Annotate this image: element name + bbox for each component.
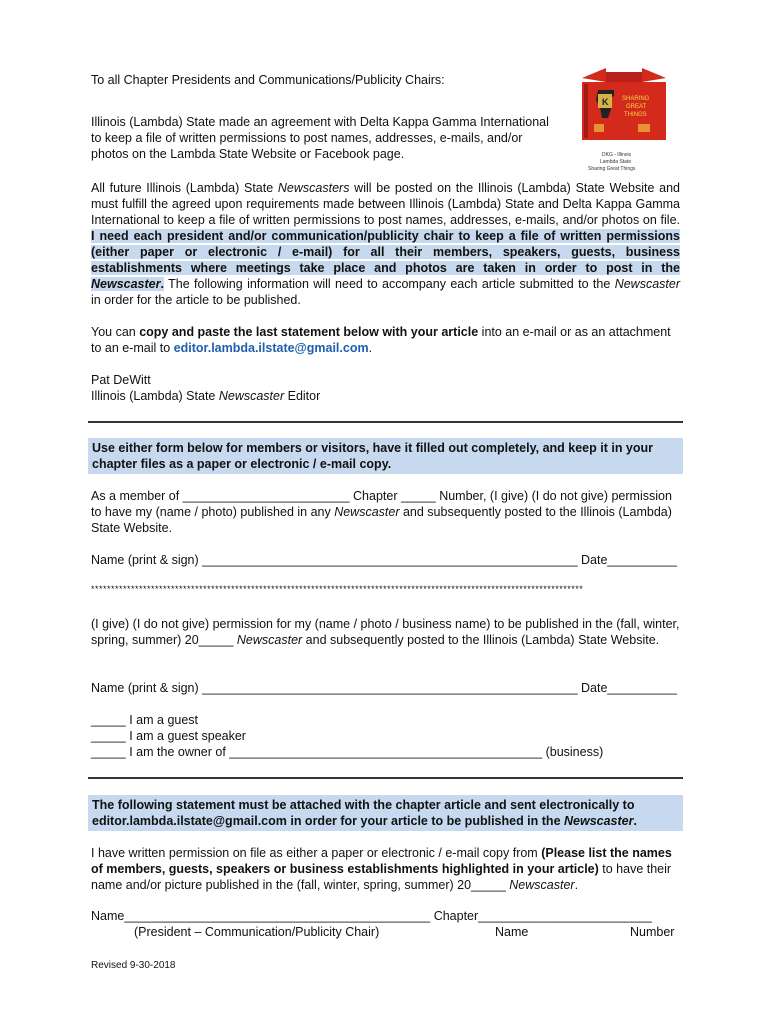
form-instructions-band: Use either form below for members or visitors, have it filled out completely, and keep it in your chapter files as a paper or electronic / e-mail copy.: [88, 438, 683, 474]
signature-name: Pat DeWitt: [91, 373, 151, 387]
future-paragraph: All future Illinois (Lambda) State Newscasters will be posted on the Illinois (Lambda) State Website and must fulfill the agreed upon requirements made between Illinois (Lambda) State and Delta Kappa Gamma International to keep a file of written permissions to post names, addresses, e-mails, and/or photos on file. I need each president and/or communication/publicity chair to keep a file of written permissions (either paper or electronic / e-mail) for all their members, speakers, guests, business establishments where meetings take place and photos are taken in order to post in the Newscaster. The following information will need to accompany each article submitted to the Newscaster in order for the article to be published.: [91, 181, 680, 307]
statement-instructions-band: The following statement must be attached with the chapter article and sent electronically to editor.lambda.ilstate@gmail.com in order for your article to be published in the Newscaster.: [88, 795, 683, 831]
svg-text:Sharing Great Things: Sharing Great Things: [588, 166, 636, 172]
agreement-paragraph: Illinois (Lambda) State made an agreement with Delta Kappa Gamma International to keep a file of written permissions to post names, addresses, e-mails, and/or photos on the Lambda State Website or Facebook page.: [91, 115, 549, 161]
svg-text:THINGS: THINGS: [624, 112, 647, 118]
divider: [88, 777, 683, 779]
dkg-logo: [576, 66, 672, 178]
salutation: To all Chapter Presidents and Communications/Publicity Chairs:: [91, 73, 445, 87]
copy-paste-paragraph: You can copy and paste the last statement below with your article into an e-mail or as an attachment to an e-mail to editor.lambda.ilstate@gmail.com.: [91, 325, 671, 355]
member-permission-paragraph: As a member of ________________________ Chapter _____ Number, (I give) (I do not give) permission to have my (name / photo) published in any Newscaster and subsequently posted to the Illinois (Lambda) State Website.: [91, 489, 672, 535]
svg-text:K: K: [602, 97, 609, 107]
member-name-sign-line[interactable]: Name (print & sign) ______________________________________________________ Date__________: [91, 553, 677, 567]
name-caption: Name: [495, 925, 529, 939]
signature-title: Illinois (Lambda) State Newscaster Editor: [91, 389, 321, 403]
statement-paragraph: I have written permission on file as either a paper or electronic / e-mail copy from (Please list the names of members, guests, speakers or business establishments highlighted in your article) to have their name and/or picture published in the (fall, winter, spring, summer) 20_____ Newscaster.: [91, 846, 672, 892]
svg-text:SHARING: SHARING: [622, 96, 650, 102]
svg-text:GREAT: GREAT: [626, 104, 647, 110]
number-caption: Number: [630, 925, 675, 939]
visitor-permission-paragraph: (I give) (I do not give) permission for my (name / photo / business name) to be published in the (fall, winter, spring, summer) 20_____ Newscaster and subsequently posted to the Illinois (Lambda) State Website.: [91, 617, 680, 647]
revised-date: Revised 9-30-2018: [91, 960, 176, 971]
svg-text:DKG - Illinois: DKG - Illinois: [602, 152, 632, 158]
editor-email-link[interactable]: editor.lambda.ilstate@gmail.com: [173, 341, 369, 355]
role-caption: (President – Communication/Publicity Chair): [134, 925, 380, 939]
dkg-logo-image: [576, 66, 672, 178]
statement-name-chapter-line[interactable]: Name____________________________________________ Chapter_________________________: [91, 909, 652, 923]
business-owner-option[interactable]: _____ I am the owner of _____________________________________________ (business): [91, 745, 604, 759]
svg-text:Lambda State: Lambda State: [600, 159, 632, 165]
highlighted-requirement: I need each president and/or communication/publicity chair to keep a file of written permissions (either paper or electronic / e-mail) for all their members, speakers, guests, business establishments where meetings take place and photos are taken in order to post in the Newscaster.: [91, 229, 680, 291]
separator-stars: ***************************************************************************************************************************: [91, 584, 584, 594]
visitor-name-sign-line[interactable]: Name (print & sign) ______________________________________________________ Date__________: [91, 681, 677, 695]
guest-option[interactable]: _____ I am a guest: [91, 713, 199, 727]
signature-block: [91, 372, 680, 404]
guest-speaker-option[interactable]: _____ I am a guest speaker: [91, 729, 246, 743]
divider: [88, 421, 683, 423]
